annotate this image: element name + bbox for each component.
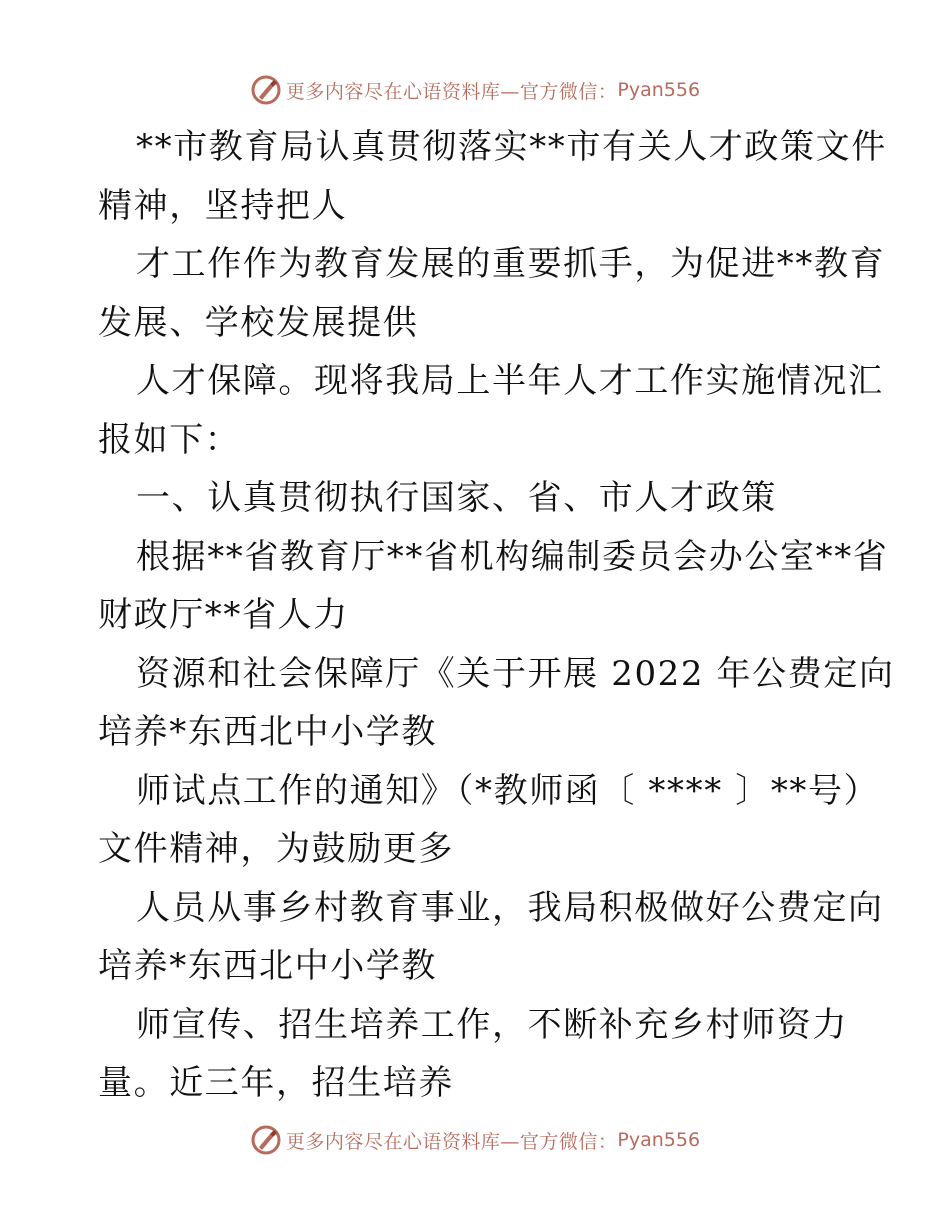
pen-logo-icon bbox=[250, 1124, 282, 1156]
header-watermark bbox=[0, 70, 950, 110]
section-heading: 一、认真贯彻执行国家、省、市人才政策 bbox=[136, 478, 777, 518]
text-line: 资源和社会保障厅《关于开展 2022 年公费定向 bbox=[136, 653, 895, 694]
watermark-wechat-id: Pyan556 bbox=[617, 79, 701, 101]
text-line: 师宣传、招生培养工作，不断补充乡村师资力 bbox=[136, 1004, 848, 1045]
text-line: 人才保障。现将我局上半年人才工作实施情况汇 bbox=[136, 361, 884, 401]
text-line: 人员从事乡村教育事业，我局积极做好公费定向 bbox=[136, 887, 884, 928]
text-line: 才工作作为教育发展的重要抓手，为促进**教育 bbox=[136, 244, 886, 284]
text-line: 量。近三年，招生培养 bbox=[98, 1063, 454, 1103]
text-line: 师试点工作的通知》（*教师函〔 **** 〕**号） bbox=[136, 770, 880, 811]
pen-logo-icon bbox=[250, 74, 282, 106]
text-line: 财政厅**省人力 bbox=[98, 595, 349, 635]
text-line: **市教育局认真贯彻落实**市有关人才政策文件 bbox=[136, 127, 887, 167]
footer-watermark bbox=[0, 1120, 950, 1160]
watermark-wechat-id: Pyan556 bbox=[617, 1129, 701, 1151]
text-line: 报如下： bbox=[98, 419, 241, 460]
document-body bbox=[98, 118, 895, 1113]
text-line: 根据**省教育厅**省机构编制委员会办公室**省 bbox=[136, 536, 889, 577]
text-line: 精神，坚持把人 bbox=[98, 185, 348, 226]
watermark-text: 更多内容尽在心语资料库—官方微信： bbox=[285, 80, 618, 103]
text-line: 发展、学校发展提供 bbox=[98, 302, 419, 343]
text-line: 培养*东西北中小学教 bbox=[98, 712, 437, 752]
text-line: 文件精神，为鼓励更多 bbox=[98, 829, 454, 869]
text-line: 培养*东西北中小学教 bbox=[98, 946, 437, 986]
watermark-text: 更多内容尽在心语资料库—官方微信： bbox=[285, 1130, 618, 1153]
